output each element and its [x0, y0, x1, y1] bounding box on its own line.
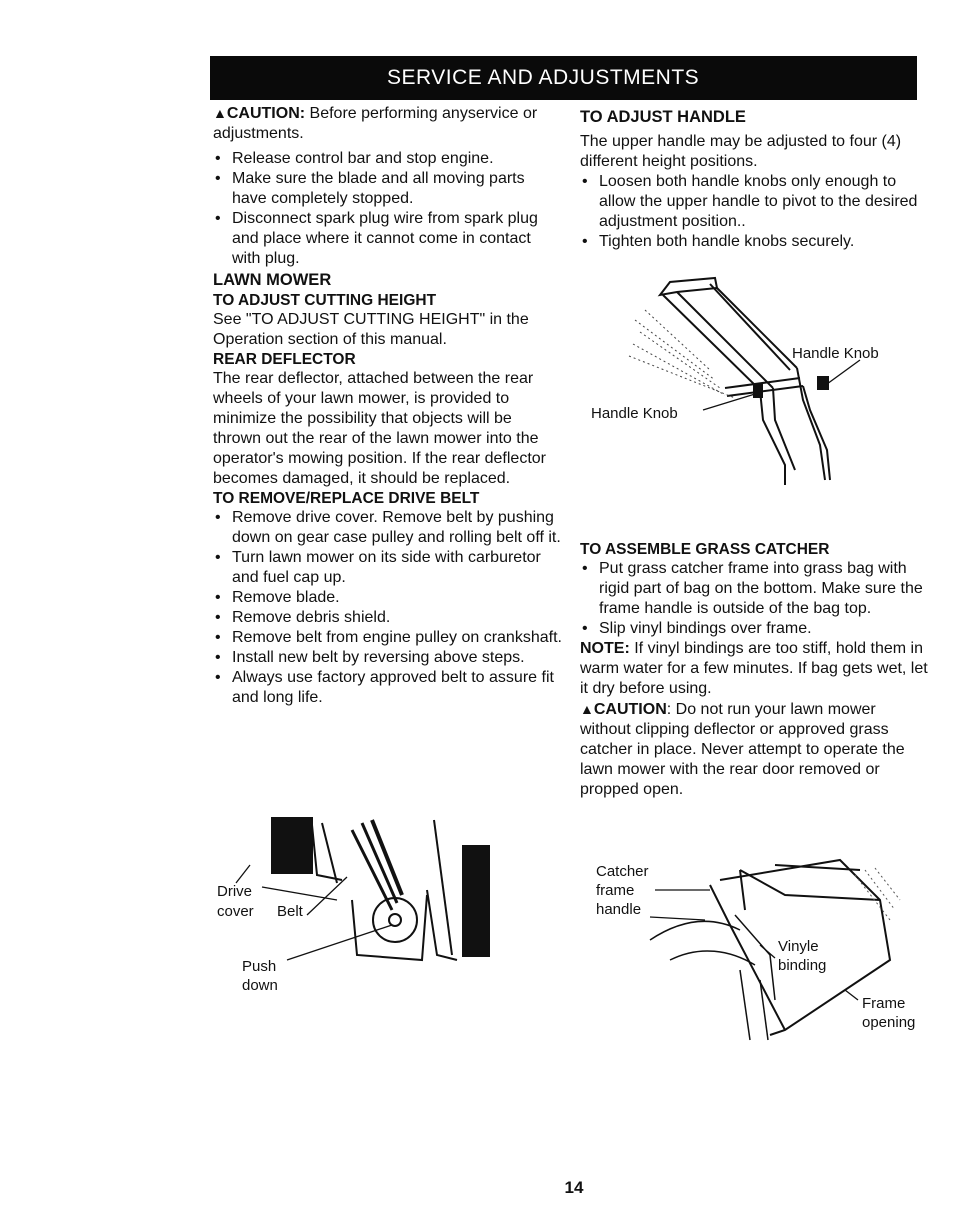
belt-label-down: down	[242, 977, 278, 994]
list-item: • Tighten both handle knobs securely.	[580, 232, 930, 252]
handle-illustration	[585, 270, 915, 505]
list-item: • Slip vinyl bindings over frame.	[580, 619, 930, 639]
handle-drawing	[585, 270, 915, 505]
left-column	[213, 103, 563, 708]
caution-text: Before performing anyservice or adjustments.	[213, 105, 538, 142]
catcher-label-opening: opening	[862, 1014, 916, 1031]
caution-label: CAUTION:	[226, 105, 306, 122]
rear-deflector-heading: REAR DEFLECTOR	[213, 351, 356, 368]
rear-deflector-text: The rear deflector, attached between the rear wheels of your lawn mower, is provided to minimize the possibility that objects will be thrown out the rear of the lawn mower into the operator's mowing position. If the rear deflector becomes damaged, it should be replaced.	[213, 370, 546, 487]
warning-triangle-icon: ▲	[580, 701, 594, 717]
page-number: 14	[564, 1178, 584, 1197]
drive-belt-illustration	[212, 815, 497, 1000]
handle-knob-left	[753, 384, 763, 398]
list-item: • Loosen both handle knobs only enough to allow the upper handle to pivot to the desired adjustment position..	[580, 172, 930, 232]
caution-paragraph	[213, 103, 563, 144]
list-item: • Remove debris shield.	[213, 608, 563, 628]
cutting-height-text: See "TO ADJUST CUTTING HEIGHT" in the Operation section of this manual.	[213, 311, 529, 348]
belt-label-belt: Belt	[277, 903, 303, 920]
handle-knob-right	[817, 376, 829, 390]
belt-label-push: Push	[242, 958, 277, 975]
list-item: • Disconnect spark plug wire from spark plug and place where it cannot come in contact with plug.	[213, 209, 563, 269]
caution2-text: : Do not run your lawn mower without clipping deflector or approved grass catcher in place. Never attempt to operate the lawn mower with the rear door removed or propped open.	[580, 701, 905, 798]
list-item: • Install new belt by reversing above steps.	[213, 648, 563, 668]
caution2-paragraph	[580, 699, 930, 800]
note-paragraph	[580, 639, 930, 699]
drive-belt-list	[213, 508, 563, 708]
handle-text: The upper handle may be adjusted to four (4) different height positions.	[580, 133, 902, 170]
section-title: SERVICE AND ADJUSTMENTS	[387, 66, 700, 89]
section-title-banner	[210, 56, 917, 100]
note-label: NOTE:	[580, 640, 630, 657]
drive-belt-heading: TO REMOVE/REPLACE DRIVE BELT	[213, 490, 480, 507]
right-column	[580, 106, 930, 252]
wheel-shape	[462, 845, 490, 957]
belt-label-drive: Drive	[217, 883, 253, 900]
cutting-height-heading: TO ADJUST CUTTING HEIGHT	[213, 292, 437, 309]
catcher-list	[580, 559, 930, 639]
catcher-section	[580, 540, 930, 800]
list-item: • Remove belt from engine pulley on crankshaft.	[213, 628, 563, 648]
catcher-label-handle: handle	[596, 901, 642, 918]
list-item: • Remove blade.	[213, 588, 563, 608]
list-item: • Put grass catcher frame into grass bag with rigid part of bag on the bottom. Make sure the frame handle is outside of the bag top.	[580, 559, 930, 619]
handle-heading: TO ADJUST HANDLE	[580, 108, 746, 126]
catcher-label-catcher: Catcher	[596, 863, 649, 880]
catcher-label-vinyle: Vinyle	[778, 938, 819, 955]
list-item: • Release control bar and stop engine.	[213, 149, 563, 169]
catcher-label-frame2: Frame	[862, 995, 906, 1012]
list-item: • Always use factory approved belt to assure fit and long life.	[213, 668, 563, 708]
list-item: • Make sure the blade and all moving parts have completely stopped.	[213, 169, 563, 209]
caution2-label: CAUTION	[593, 701, 667, 718]
grass-catcher-illustration	[590, 840, 925, 1050]
handle-list	[580, 172, 930, 252]
handle-knob-label-left: Handle Knob	[591, 405, 678, 422]
catcher-label-binding: binding	[778, 957, 827, 974]
list-item: • Turn lawn mower on its side with carburetor and fuel cap up.	[213, 548, 563, 588]
warning-triangle-icon: ▲	[213, 105, 227, 121]
list-item: • Remove drive cover. Remove belt by pushing down on gear case pulley and rolling belt off it.	[213, 508, 563, 548]
handle-knob-label-right: Handle Knob	[792, 345, 879, 362]
caution-list	[213, 149, 563, 269]
lawn-mower-heading: LAWN MOWER	[213, 271, 332, 289]
catcher-label-frame: frame	[596, 882, 635, 899]
catcher-heading: TO ASSEMBLE GRASS CATCHER	[580, 541, 830, 558]
belt-label-cover: cover	[217, 903, 254, 920]
note-text: If vinyl bindings are too stiff, hold them in warm water for a few minutes. If bag gets wet, let it dry before using.	[580, 640, 928, 697]
